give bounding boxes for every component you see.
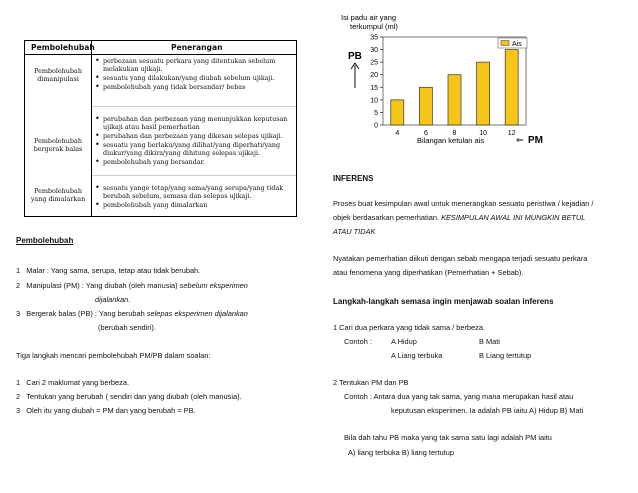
y-tick-label: 30 xyxy=(370,47,378,55)
steps-intro: Tiga langkah mencari pembolehubah PM/PB dalam soalan: xyxy=(16,351,211,360)
y-tick-label: 35 xyxy=(370,34,378,42)
inferens-para2-line1: Nyatakan pemerhatian diikuti dengan sebab mengapa terjadi sesuatu perkara xyxy=(333,254,588,263)
table-col1-header: Pembolehubah xyxy=(31,43,95,52)
legend-label: Ais xyxy=(512,41,522,48)
inferens-para1-line1: Proses buat kesimpulan awal untuk menerangkan sesuatu peristiwa / kejadian / xyxy=(333,199,594,208)
x-tick-label: 8 xyxy=(452,130,457,137)
x-tick-label: 10 xyxy=(479,130,487,137)
step-item: 1 Cari 2 maklumat yang berbeza. xyxy=(16,378,129,387)
table-row-points: • perbezaan sesuatu perkara yang ditentukan sebelum melakukan ujikaji. • sesuatu yang dilakukan/yang diubah sebelum ujikaji. • pembolehubah yang tidak bersandar/ bebas xyxy=(95,57,275,91)
list-item-continuation: dijalankan. xyxy=(95,295,131,304)
y-tick-label: 20 xyxy=(370,72,378,80)
contoh-label: Contoh : xyxy=(344,337,372,346)
bar xyxy=(391,100,404,125)
step-item: 3 Oleh itu yang diubah = PM dan yang berubah = PB. xyxy=(16,406,196,415)
step-2-example-line1: Contoh : Antara dua yang tak sama, yang mana merupakan hasil atau xyxy=(344,392,574,401)
bar xyxy=(419,87,432,125)
x-tick-label: 6 xyxy=(423,130,428,137)
langkah-heading: Langkah-langkah semasa ingin menjawab soalan inferens xyxy=(333,297,554,306)
variables-table xyxy=(24,40,297,217)
pembolehubah-heading: Pembolehubah xyxy=(16,236,74,245)
bar-chart xyxy=(338,10,588,146)
list-item: 3 Bergerak balas (PB) : Yang berubah selepas eksperimen dijalankan xyxy=(16,309,248,318)
step-3-line2: A) liang terbuka B) liang tertutup xyxy=(348,448,454,457)
example-a2: A Liang terbuka xyxy=(391,351,443,360)
y-tick-label: 0 xyxy=(374,122,378,130)
x-tick-label: 12 xyxy=(507,130,516,137)
step-3-line1: Bila dah tahu PB maka yang tak sama satu lagi adalah PM iaitu xyxy=(344,433,552,442)
table-row-points: • perubahan dan perbezaan yang menunjukkan keputusan ujikaji atau hasil pemerhatian • perubahan dan perbezaan yang dikesan selepas ujikaji. • sesuatu yang berlaku/yang dilihat/yang diperhati/yang diukur/yang dikira/yang dihitung selepas ujikaji. • pembolehubah yang bersandar. xyxy=(95,115,287,166)
table-row-name: Pembolehubah yang dimalarkan xyxy=(30,187,86,203)
arrow-left-icon: ⇐ xyxy=(516,136,524,146)
list-item-continuation: (berubah sendiri). xyxy=(98,323,156,332)
step-2: 2 Tentukan PM dan PB xyxy=(333,378,409,387)
example-b2: B Liang tertutup xyxy=(479,351,532,360)
example-b1: B Mati xyxy=(479,337,500,346)
inferens-para1-line3: ATAU TIDAK xyxy=(333,227,376,236)
x-tick-label: 4 xyxy=(395,130,400,137)
pb-label: PB xyxy=(348,51,362,62)
y-tick-label: 15 xyxy=(370,84,378,92)
table-row-name: Pembolehubah bergerak balas xyxy=(33,137,83,153)
legend-swatch xyxy=(501,41,509,46)
step-item: 2 Tentukan yang berubah ( sendiri dan yang diubah (oleh manusia). xyxy=(16,392,242,401)
table-col2-header: Penerangan xyxy=(171,43,223,52)
bar xyxy=(448,75,461,125)
inferens-para1-line2: objek berdasarkan pemerhatian. KESIMPULAN AWAL INI MUNGKIN BETUL xyxy=(333,213,586,222)
bar xyxy=(505,50,518,125)
y-tick-label: 5 xyxy=(374,109,378,117)
example-a1: A Hidup xyxy=(391,337,417,346)
chart-ylabel-line2: terkumpul (ml) xyxy=(350,22,398,31)
y-tick-label: 10 xyxy=(370,97,378,105)
y-tick-label: 25 xyxy=(370,59,378,67)
chart-ylabel-line1: Isi padu air yang xyxy=(341,13,397,22)
pm-label: PM xyxy=(528,135,543,146)
list-item: 1 Malar : Yang sama, serupa, tetap atau tidak berubah. xyxy=(16,266,201,275)
inferens-para2-line2: atau fenomena yang diperhatikan (Pemerhatian + Sebab). xyxy=(333,268,524,277)
step-1: 1 Cari dua perkara yang tidak sama / berbeza. xyxy=(333,323,486,332)
step-2-example-line2: keputusan eksperimen. Ia adalah PB iaitu A) Hidup B) Mati xyxy=(391,406,584,415)
chart-xlabel: Bilangan ketulan ais xyxy=(417,136,485,145)
table-row-points: • sesuatu yange tetap/yang sama/yang serupa/yang tidak berubah sebelum, semasa dan selepas ujikaji. • pembolehubah yang dimalarkan xyxy=(95,184,283,209)
bar xyxy=(477,62,490,125)
list-item: 2 Manipulasi (PM) : Yang diubah (oleh manusia) sebelum eksperimen xyxy=(16,281,248,290)
inferens-heading: INFERENS xyxy=(333,174,374,183)
table-row-name: Pembolehubah dimanipulasi xyxy=(34,67,82,83)
